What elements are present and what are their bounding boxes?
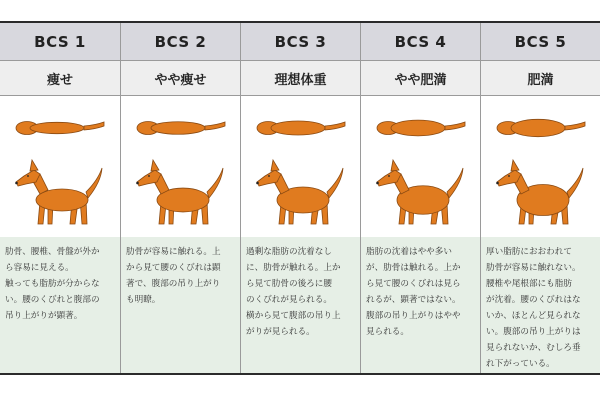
bcs-column-4: [360, 23, 480, 373]
ear: [271, 160, 279, 171]
body-condition-label: やや痩せ: [121, 61, 240, 96]
bcs-column-5: [480, 23, 600, 373]
nose: [256, 182, 259, 185]
top-view-body: [271, 121, 325, 135]
tail: [447, 168, 463, 198]
tail: [567, 168, 583, 198]
dog-figure: [241, 96, 361, 237]
top-view-tail: [325, 122, 345, 130]
tail: [207, 168, 223, 198]
top-view-tail: [565, 122, 585, 130]
ear: [391, 160, 399, 171]
ear: [30, 160, 38, 171]
body-condition-label: 理想体重: [241, 61, 360, 96]
nose: [376, 182, 379, 185]
bcs-score-label: BCS 1: [0, 23, 120, 61]
top-view-tail: [205, 122, 225, 130]
nose: [15, 182, 18, 185]
eye: [508, 175, 510, 177]
dog-illustration-3: [241, 96, 360, 237]
dog-illustration-2: [121, 96, 240, 237]
dog-figure: [0, 96, 120, 237]
tail: [327, 168, 343, 198]
bcs-score-label: BCS 3: [241, 23, 360, 61]
bcs-column-1: [0, 23, 120, 373]
eye: [388, 175, 390, 177]
eye: [148, 175, 150, 177]
top-view-tail: [84, 122, 104, 130]
dog-figure: [121, 96, 241, 237]
body-condition-label: やや肥満: [361, 61, 480, 96]
nose: [496, 182, 499, 185]
condition-description: 脂肪の沈着はやや多い が、肋骨は触れる。上か ら見て腰のくびれは見ら れるが、顕著ではない。 腹部の吊り上がりはやや 見られる。: [361, 237, 480, 373]
dog-figure: [361, 96, 481, 237]
dog-figure: [481, 96, 600, 237]
bcs-score-label: BCS 5: [481, 23, 600, 61]
body-condition-label: 痩せ: [0, 61, 120, 96]
condition-description: 肋骨、腰椎、骨盤が外か ら容易に見える。 触っても脂肪が分からな い。腰のくびれと腹部の 吊り上がりが顕著。: [0, 237, 120, 373]
eye: [268, 175, 270, 177]
condition-description: 肋骨が容易に触れる。上 から見て腰のくびれは顕 著で、腹部の吊り上がり も明瞭。: [121, 237, 240, 373]
top-view-body: [30, 122, 84, 133]
condition-description: 厚い脂肪におおわれて 肋骨が容易に触れない。 腰椎や尾根部にも脂肪 が沈着。腰のくびれはな いか、ほとんど見られな い。腹部の吊り上がりは 見られないか、むしろ垂 れ下がっている。: [481, 237, 600, 373]
tail: [86, 168, 102, 198]
eye: [27, 175, 29, 177]
bcs-column-3: [240, 23, 360, 373]
top-view-body: [391, 120, 445, 136]
bcs-chart: [0, 21, 600, 375]
dog-illustration-4: [361, 96, 480, 237]
ear: [151, 160, 159, 171]
dog-illustration-5: [481, 96, 600, 237]
bcs-score-label: BCS 4: [361, 23, 480, 61]
top-view-tail: [445, 122, 465, 130]
ear: [511, 160, 519, 171]
condition-description: 過剰な脂肪の沈着なし に、肋骨が触れる。上か ら見て肋骨の後ろに腰 のくびれが見られる。 横から見て腹部の吊り上 がりが見られる。: [241, 237, 360, 373]
dog-illustration-1: [0, 96, 120, 237]
body-condition-label: 肥満: [481, 61, 600, 96]
nose: [136, 182, 139, 185]
bcs-score-label: BCS 2: [121, 23, 240, 61]
top-view-body: [511, 119, 565, 136]
top-view-body: [151, 122, 205, 135]
bcs-column-2: [120, 23, 240, 373]
